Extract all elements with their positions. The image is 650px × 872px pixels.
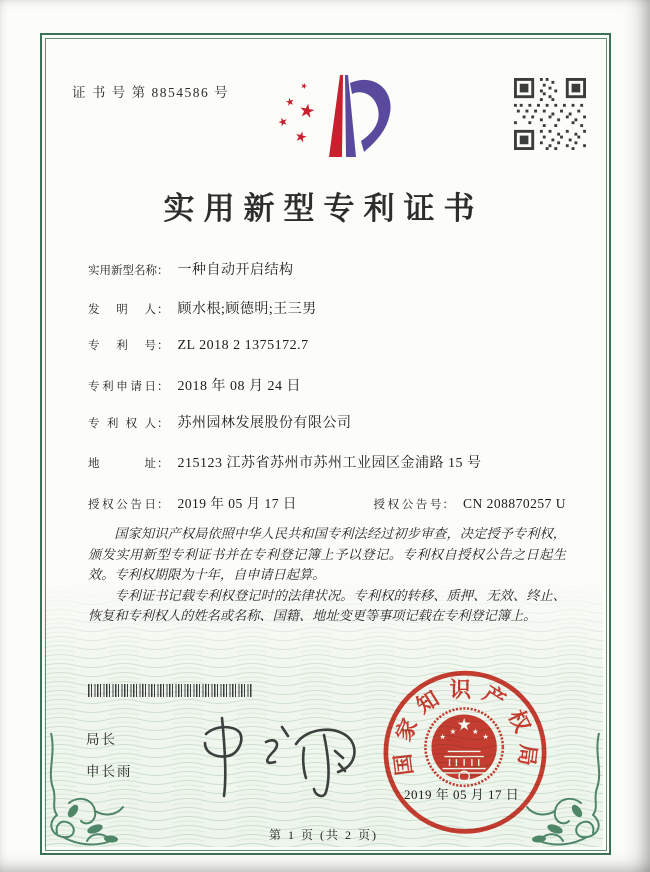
field-row-utility-model-name xyxy=(88,259,294,279)
logo-p-bowl xyxy=(350,80,391,152)
signature-handwriting xyxy=(188,714,360,800)
field-colon: ： xyxy=(442,499,454,511)
field-colon: ： xyxy=(157,265,169,277)
cnipa-logo xyxy=(274,70,398,162)
field-label: 地址 xyxy=(88,458,156,470)
field-value: CN 208870257 U xyxy=(462,496,566,511)
field-colon: ： xyxy=(157,340,169,352)
logo-stars xyxy=(277,82,315,143)
field-colon: ： xyxy=(157,499,169,511)
grant-number xyxy=(373,496,566,512)
body-paragraph-1: 国家知识产权局依照中华人民共和国专利法经过初步审查，决定授予专利权，颁发实用新型专利证书并在专利登记簿上予以登记。专利权自授权公告之日起生效。专利权期限为十年，自申请日起算。 xyxy=(88,526,566,583)
national-emblem-icon xyxy=(425,708,502,785)
field-value: 215123 江苏省苏州市苏州工业园区金浦路 15 号 xyxy=(177,456,482,471)
logo-red-wedge xyxy=(329,75,343,157)
body-paragraph-2: 专利证书记载专利权登记时的法律状况。专利权的转移、质押、无效、终止、恢复和专利权人的姓名或名称、国籍、地址变更等事项记载在专利登记簿上。 xyxy=(88,587,566,624)
field-row-address xyxy=(88,452,482,472)
qr-code xyxy=(514,78,586,150)
field-colon: ： xyxy=(157,458,169,470)
commissioner-name: 申长雨 xyxy=(86,764,133,779)
certificate-number: 证 书 号 第 8854586 号 xyxy=(72,85,230,100)
field-colon: ： xyxy=(157,381,169,393)
field-value: 苏州园林发展股份有限公司 xyxy=(177,416,352,431)
field-label: 实用新型名称 xyxy=(88,265,157,277)
official-seal xyxy=(379,668,551,840)
field-row-patentee xyxy=(88,412,352,432)
legal-text xyxy=(88,524,566,627)
field-colon: ： xyxy=(157,418,169,430)
grant-date xyxy=(88,492,297,512)
field-label: 专利权人 xyxy=(88,418,156,430)
certificate-title: 实用新型专利证书 xyxy=(163,191,484,226)
field-row-inventors xyxy=(88,298,317,318)
field-row-patent-number xyxy=(88,337,309,354)
grant-row xyxy=(88,492,566,512)
field-value: 2018 年 08 月 24 日 xyxy=(177,379,301,394)
field-value: 2019 年 05 月 17 日 xyxy=(177,496,297,511)
field-label: 专利申请日 xyxy=(88,381,156,393)
field-label: 授权公告号 xyxy=(373,499,442,511)
field-value: 一种自动开启结构 xyxy=(177,263,294,278)
seal-date: 2019 年 05 月 17 日 xyxy=(404,787,520,802)
seal-text: 国家知识产权局 xyxy=(389,678,541,777)
field-value: 顾水根;顾德明;王三男 xyxy=(177,302,317,317)
field-row-filing-date xyxy=(88,375,301,395)
field-label: 专利号 xyxy=(88,340,156,352)
commissioner-block xyxy=(86,728,133,792)
field-label: 发明人 xyxy=(88,304,156,316)
field-value: ZL 2018 2 1375172.7 xyxy=(177,338,309,353)
commissioner-title: 局长 xyxy=(86,732,117,747)
field-label: 授权公告日 xyxy=(88,499,156,511)
page-number: 第 1 页 (共 2 页) xyxy=(269,828,378,842)
field-colon: ： xyxy=(157,304,169,316)
barcode xyxy=(88,684,253,697)
